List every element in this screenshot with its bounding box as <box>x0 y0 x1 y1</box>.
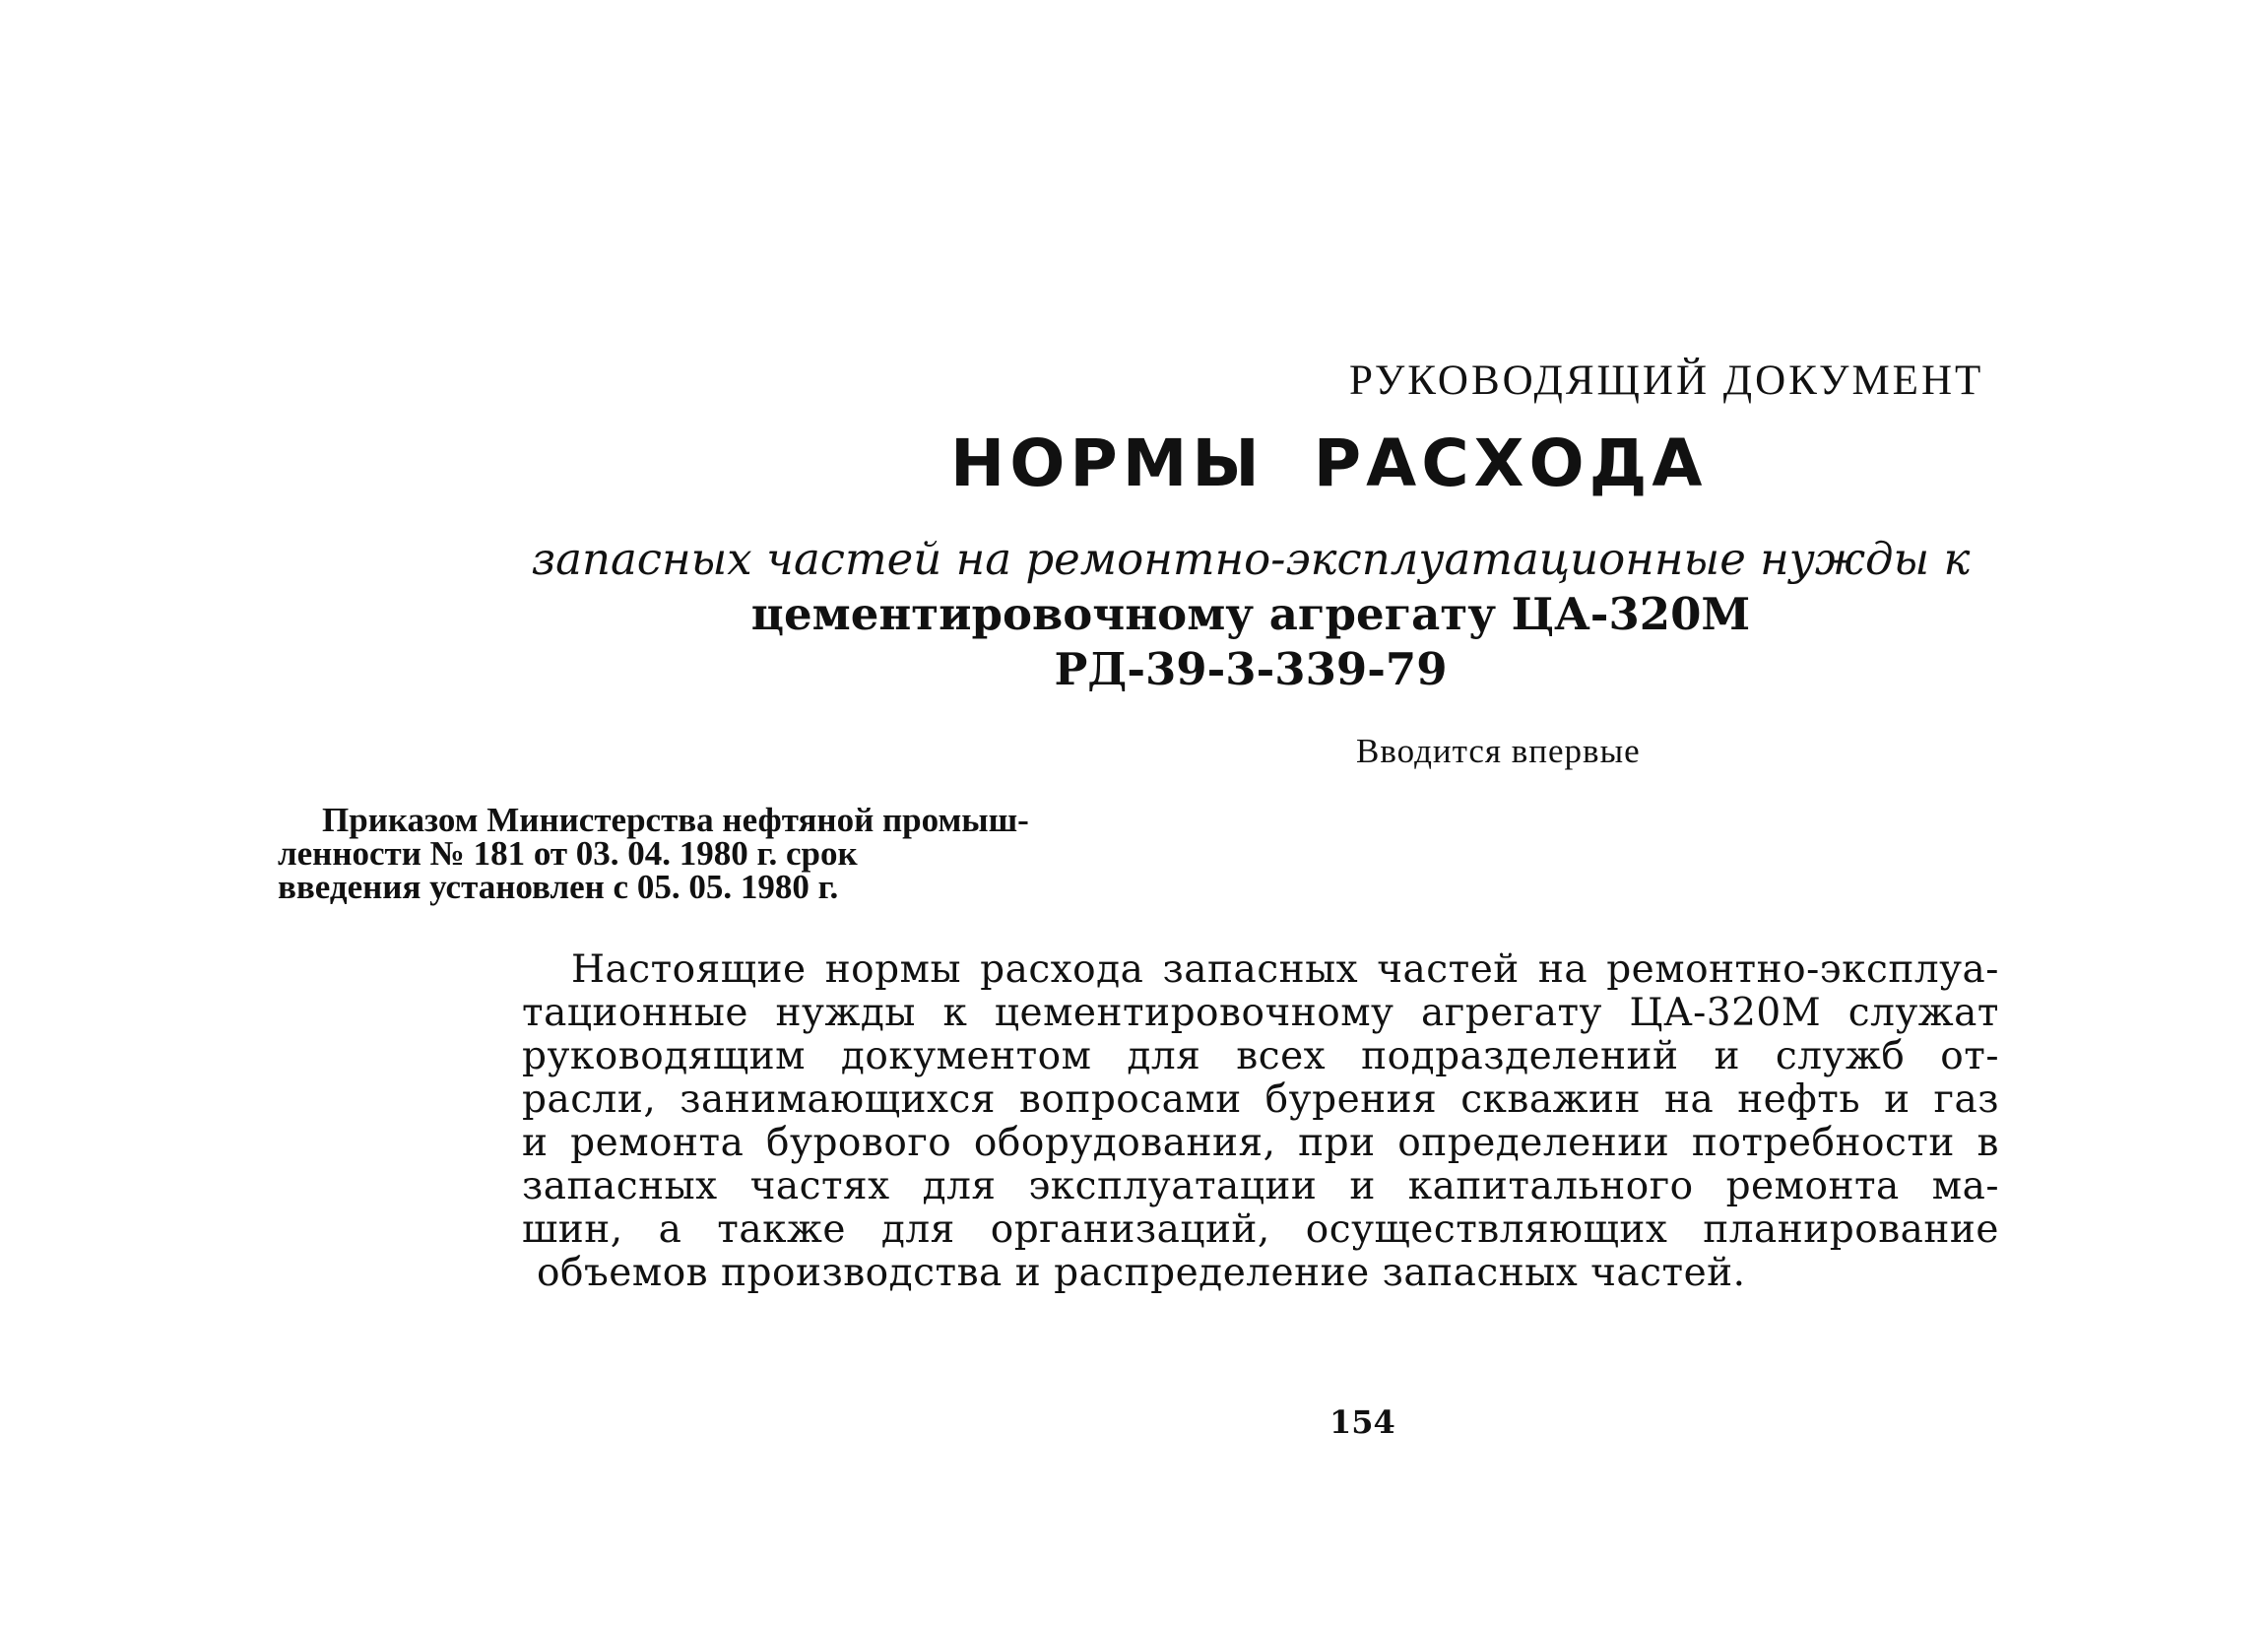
page-number: 154 <box>1329 1403 1395 1441</box>
order-line: ленности № 181 от 03. 04. 1980 г. срок <box>278 834 858 873</box>
paragraph-line: Настоящие нормы расхода запасных частей на ремонтно-эксплуа- <box>571 947 1999 992</box>
order-line: Приказом Министерства нефтяной промыш- <box>322 801 1029 839</box>
document-subtitle <box>522 532 1979 697</box>
subtitle-line: цементировочному агрегату ЦА-320М <box>750 588 1751 640</box>
body-paragraph <box>522 948 1999 1295</box>
paragraph-line: запасных частях для эксплуатации и капитального ремонта ма- <box>522 1164 1999 1208</box>
order-line: введения установлен с 05. 05. 1980 г. <box>278 868 839 906</box>
document-title: НОРМЫ РАСХОДА <box>950 425 1708 501</box>
paragraph-line: тационные нужды к цементировочному агрегату ЦА-320М служат <box>522 991 1999 1035</box>
paragraph-line: шин, а также для организаций, осуществляющих планирование <box>522 1207 1999 1252</box>
intro-note: Вводится впервые <box>1356 732 1641 770</box>
paragraph-line: руководящим документом для всех подразделений и служб от- <box>522 1034 1999 1078</box>
paragraph-line: расли, занимающихся вопросами бурения скважин на нефть и газ <box>522 1077 1999 1122</box>
paragraph-line: объемов производства и распределение запасных частей. <box>537 1251 1746 1295</box>
subtitle-line: запасных частей на ремонтно-эксплуатационные нужды к <box>531 533 1971 585</box>
document-designation: РД-39-3-339-79 <box>1054 643 1448 695</box>
paragraph-line: и ремонта бурового оборудования, при определении потребности в <box>522 1121 1999 1165</box>
ministry-order <box>278 801 1029 906</box>
document-type-label: РУКОВОДЯЩИЙ ДОКУМЕНТ <box>1349 358 1984 404</box>
